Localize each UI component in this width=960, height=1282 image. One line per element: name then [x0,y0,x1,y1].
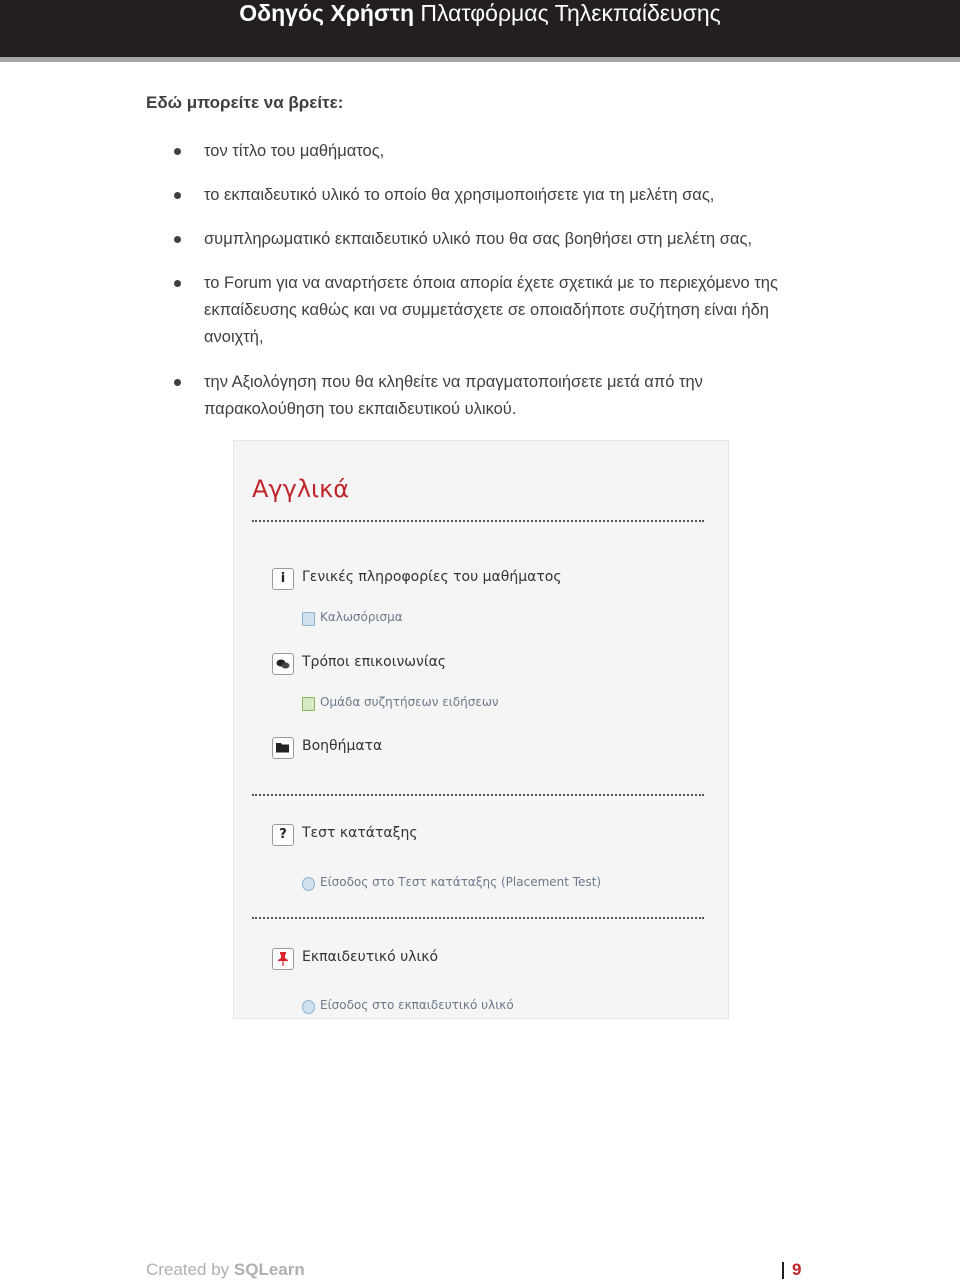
quiz-icon [302,877,315,891]
bullet-dot-icon [174,280,181,287]
info-icon: i [272,568,294,590]
course-title: Αγγλικά [252,475,350,503]
section-divider [252,520,704,522]
header-title: Οδηγός Χρήστη Πλατφόρμας Τηλεκπαίδευσης [239,0,721,26]
page-header [0,0,960,57]
folder-icon [272,737,294,759]
section-divider [252,794,704,796]
chat-bubbles-icon [272,653,294,675]
header-rule [0,57,960,62]
bullet-dot-icon [174,192,181,199]
package-icon [302,1000,315,1014]
intro-heading: Εδώ μπορείτε να βρείτε: [146,93,344,112]
question-icon: ? [272,824,294,846]
course-screenshot: Αγγλικά i Γενικές πληροφορίες του μαθήματος Καλωσόρισμα Τρόποι επικοινωνίας Ομάδα συζητήσεων ειδήσεων Βοηθήματα ? Τεστ κατάταξης Είσοδος στο Τεστ κατάταξης (Placement Test) Εκπαιδευτικό υλικό Είσοδος στο εκπαιδευτικό υλικό [233,440,729,1019]
pin-icon [272,948,294,970]
bullet-dot-icon [174,236,181,243]
brand-name: SQLearn [233,1260,305,1279]
forum-icon [302,697,315,711]
bullet-dot-icon [174,148,181,155]
page-number: 9 [792,1260,802,1279]
footer-separator [782,1262,784,1279]
section-divider [252,917,704,919]
page-icon [302,612,315,626]
bullet-dot-icon [174,379,181,386]
footer-credit: Created by SQLearn [146,1260,305,1279]
